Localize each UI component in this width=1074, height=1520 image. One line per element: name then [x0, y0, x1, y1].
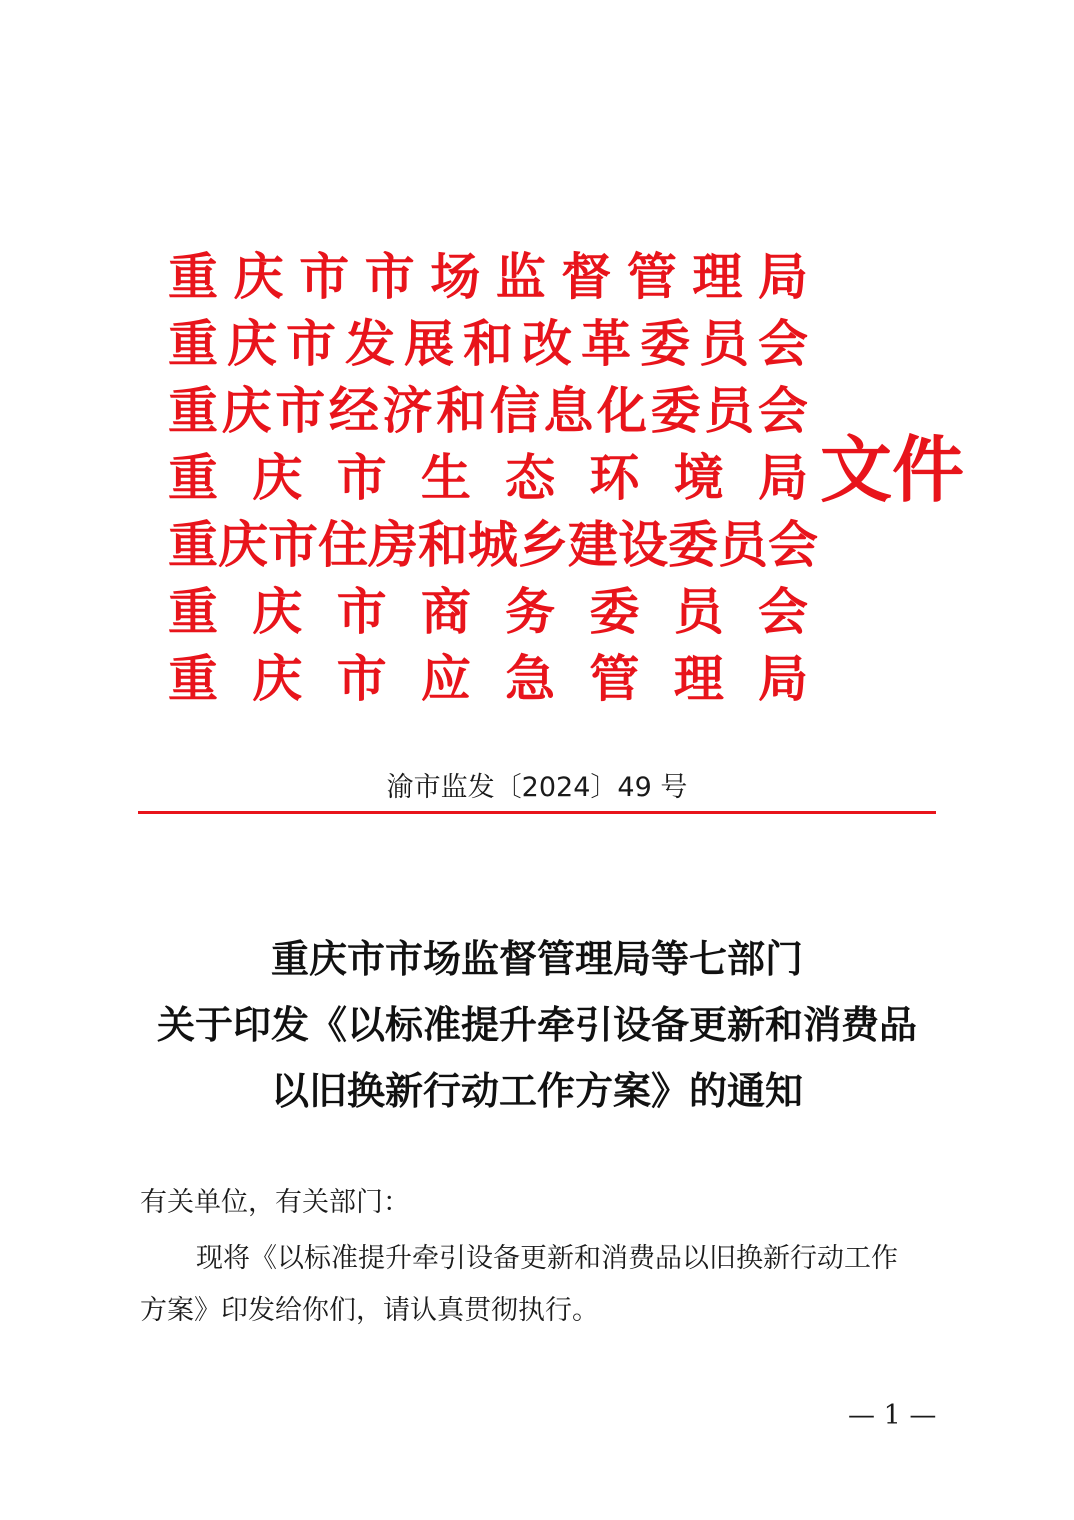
- agency-name-char: 庆: [233, 246, 284, 306]
- agency-name-char: 和: [436, 380, 487, 440]
- agency-name-char: 发: [345, 313, 395, 373]
- agency-name-char: 商: [420, 581, 471, 641]
- agency-name-char: 和: [463, 313, 513, 373]
- agency-name-char: 局: [757, 648, 808, 708]
- agency-name-char: 局: [757, 246, 808, 306]
- agency-name-char: 重: [168, 380, 218, 440]
- agency-name-char: 乡: [518, 514, 568, 574]
- agency-name-char: 市: [299, 246, 350, 306]
- agency-name-char: 应: [420, 648, 471, 708]
- agency-name-char: 市: [268, 514, 318, 574]
- agency-name-char: 建: [568, 514, 618, 574]
- agency-name-char: 员: [673, 581, 724, 641]
- agency-name-char: 管: [626, 246, 677, 306]
- document-title: [0, 935, 1074, 1133]
- agency-name-char: 市: [364, 246, 415, 306]
- agency-name-char: 和: [418, 514, 468, 574]
- agency-name-char: 庆: [221, 380, 272, 440]
- issuing-agencies-block: [168, 243, 818, 712]
- agency-name-char: 房: [368, 514, 418, 574]
- agency-name-char: 设: [618, 514, 668, 574]
- agency-name-char: 委: [668, 514, 718, 574]
- agency-name-char: 务: [505, 581, 556, 641]
- agency-name-char: 重: [168, 447, 218, 507]
- agency-name-row: [168, 578, 808, 645]
- body-line-2: 方案》印发给你们，请认真贯彻执行。: [140, 1295, 599, 1326]
- agency-name-char: 理: [673, 648, 724, 708]
- agency-name-char: 展: [404, 313, 454, 373]
- agency-name-char: 委: [640, 313, 690, 373]
- agency-name-char: 庆: [252, 648, 303, 708]
- agency-name-char: 监: [495, 246, 546, 306]
- agency-name-char: 理: [692, 246, 743, 306]
- agency-name-row: [168, 444, 808, 511]
- agency-name-char: 市: [286, 313, 336, 373]
- agency-name-char: 会: [757, 380, 808, 440]
- agency-name-char: 重: [168, 648, 218, 708]
- agency-name-char: 住: [318, 514, 368, 574]
- agency-name-char: 庆: [252, 447, 303, 507]
- agency-name-char: 会: [768, 514, 818, 574]
- agency-name-char: 庆: [227, 313, 277, 373]
- agency-name-char: 化: [597, 380, 647, 440]
- agency-name-char: 市: [336, 447, 387, 507]
- agency-name-char: 委: [650, 380, 701, 440]
- agency-name-char: 重: [168, 313, 218, 373]
- agency-name-char: 员: [704, 380, 755, 440]
- agency-name-char: 重: [168, 581, 218, 641]
- agency-name-char: 急: [505, 648, 556, 708]
- agency-name-char: 经: [328, 380, 379, 440]
- agency-name-char: 局: [757, 447, 808, 507]
- document-number: 渝市监发〔2024〕49 号: [386, 772, 688, 803]
- agency-name-char: 会: [757, 581, 808, 641]
- title-line-3: 以旧换新行动工作方案》的通知: [270, 1068, 803, 1113]
- agency-name-char: 管: [589, 648, 640, 708]
- agency-name-char: 员: [718, 514, 768, 574]
- agency-name-char: 革: [581, 313, 631, 373]
- agency-name-row: [168, 310, 808, 377]
- agency-name-char: 市: [336, 648, 387, 708]
- agency-name-char: 市: [275, 380, 326, 440]
- agency-name-char: 境: [673, 447, 724, 507]
- agency-name-row: [168, 377, 808, 444]
- agency-name-char: 信: [489, 380, 540, 440]
- agency-name-char: 重: [168, 246, 218, 306]
- body-paragraph: [140, 1233, 940, 1337]
- body-line-1: 现将《以标准提升牵引设备更新和消费品以旧换新行动工作: [196, 1243, 898, 1274]
- agency-name-row: [168, 645, 808, 712]
- agency-name-char: 会: [758, 313, 808, 373]
- red-divider-line: [138, 811, 936, 814]
- agency-name-char: 生: [420, 447, 471, 507]
- agency-name-char: 市: [336, 581, 387, 641]
- salutation: 有关单位，有关部门：: [140, 1187, 410, 1218]
- agency-name-char: 督: [561, 246, 612, 306]
- agency-name-char: 庆: [218, 514, 268, 574]
- agency-name-char: 庆: [252, 581, 303, 641]
- title-line-1: 重庆市市场监督管理局等七部门: [270, 936, 803, 981]
- agency-name-char: 态: [505, 447, 556, 507]
- agency-name-char: 委: [589, 581, 640, 641]
- page-number: — 1 —: [848, 1400, 937, 1431]
- agency-name-char: 城: [468, 514, 518, 574]
- agency-name-char: 重: [168, 514, 218, 574]
- agency-name-row: [168, 243, 808, 310]
- agency-name-char: 改: [522, 313, 572, 373]
- title-line-2: 关于印发《以标准提升牵引设备更新和消费品: [156, 1002, 917, 1047]
- agency-name-char: 济: [382, 380, 433, 440]
- agency-name-char: 员: [699, 313, 749, 373]
- agency-name-row: [168, 511, 818, 578]
- agency-name-char: 环: [589, 447, 640, 507]
- document-label: 文件: [820, 427, 965, 512]
- agency-name-char: 场: [430, 246, 481, 306]
- agency-name-char: 息: [543, 380, 594, 440]
